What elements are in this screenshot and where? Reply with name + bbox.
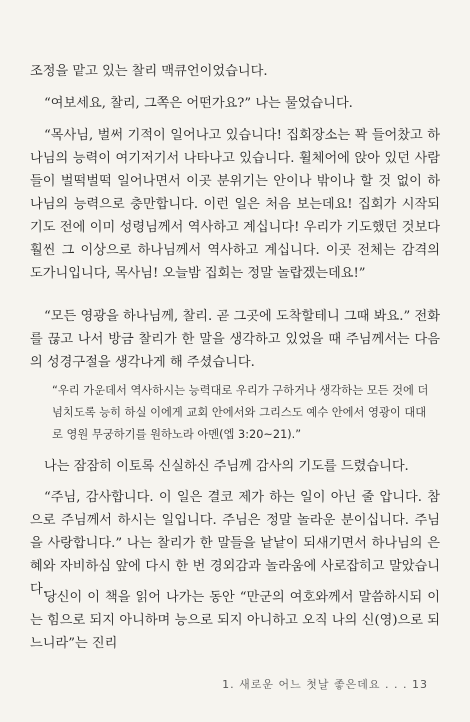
scripture-quote: “우리 가운데서 역사하시는 능력대로 우리가 구하거나 생각하는 모든 것에 더 넘치도록 능히 하실 이에게 교회 안에서와 그리스도 예수 안에서 영광이 대대로 영원 무궁하기를 원하노라 아멘(엡 3:20~21).” [52, 384, 429, 441]
paragraph-4: “모든 영광을 하나님께, 찰리. 곧 그곳에 도착할테니 그때 봐요.” 전화를 끊고 나서 방금 찰리가 한 말을 생각하고 있었을 때 주님께서는 다음의 성경구절을 생각나게 해 주셨습니다. [30, 309, 440, 370]
paragraph-6: “주님, 감사합니다. 이 일은 결코 제가 하는 일이 아닌 줄 압니다. 참으로 주님께서 하시는 일입니다. 주님은 정말 놀라운 분이십니다. 주님을 사랑합니다.” 나는 찰리가 한 말들을 낱낱이 되새기면서 하나님의 은혜와 자비하심 앞에 다시 한 번 경외감과 놀라움에 사로잡히고 말았습니다. [30, 490, 440, 597]
page-footer: 1. 새로운 어느 첫날 좋은데요 . . . 13 [222, 678, 428, 691]
paragraph-2: “여보세요, 찰리, 그쪽은 어떤가요?” 나는 물었습니다. [44, 96, 353, 111]
paragraph-1: 조정을 맡고 있는 찰리 맥큐언이었습니다. [30, 64, 268, 79]
paragraph-5: 나는 잠잠히 이토록 신실하신 주님께 감사의 기도를 드렸습니다. [44, 459, 409, 474]
paragraph-7: 당신이 이 책을 읽어 나가는 동안 “만군의 여호와께서 말씀하시되 이는 힘으로 되지 아니하며 능으로 되지 아니하고 오직 나의 신(영)으로 되느니라”는 진리 [30, 590, 440, 651]
paragraph-3: “목사님, 벌써 기적이 일어나고 있습니다! 집회장소는 꽉 들어찼고 하나님의 능력이 여기저기서 나타나고 있습니다. 휠체어에 앉아 있던 사람들이 벌떡벌떡 일어나면서 이곳 분위기는 안이나 밖이나 할 것 없이 하나님의 능력으로 충만합니다. 이런 일은 처음 보는데요! 집회가 시작되기도 전에 이미 성령님께서 역사하고 계십니다! 우리가 기도했던 것보다 훨씬 그 이상으로 하나님께서 역사하고 계십니다. 이곳 전체는 감격의 도가니입니다, 목사님! 오늘밤 집회는 정말 놀랍겠는데요!” [30, 128, 440, 281]
